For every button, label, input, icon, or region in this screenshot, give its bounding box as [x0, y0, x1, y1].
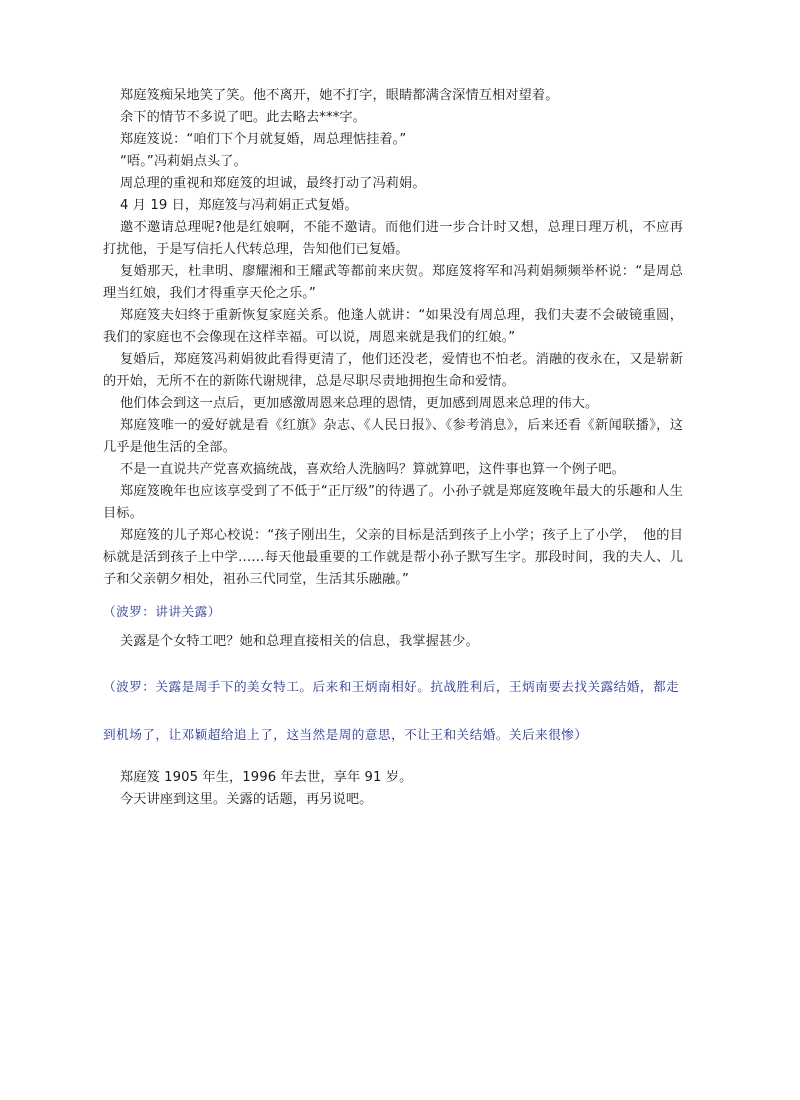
paragraph: 郑庭笈痴呆地笑了笑。他不离开，她不打字，眼睛都满含深情互相对望着。 — [120, 88, 559, 103]
paragraph: 4 月 19 日，郑庭笈与冯莉娟正式复婚。 — [120, 198, 358, 213]
paragraph: 郑庭笈 1905 年生，1996 年去世，享年 91 岁。 — [120, 770, 413, 785]
paragraph: 郑庭笈晚年也应该享受到了不低于“正厅级”的待遇了。小孙子就是郑庭笈晚年最大的乐趣和人生目标。 — [103, 484, 683, 521]
paragraph: 郑庭笈唯一的爱好就是看《红旗》杂志、《人民日报》、《参考消息》，后来还看《新闻联播》，这几乎是他生活的全部。 — [103, 418, 683, 455]
editor-note: （波罗：关露是周手下的美女特工。后来和王炳南相好。抗战胜利后，王炳南要去找关露结婚，都走到机场了，让邓颖超给追上了，这当然是周的意思，不让王和关结婚。关后来很惨） — [103, 679, 680, 742]
paragraph: 今天讲座到这里。关露的话题，再另说吧。 — [120, 792, 373, 807]
paragraph: 郑庭笈说：“咱们下个月就复婚，周总理惦挂着。” — [120, 132, 407, 147]
paragraph: 邀不邀请总理呢?他是红娘啊，不能不邀请。而他们进一步合计时又想，总理日理万机，不应再打扰他，于是写信托人代转总理，告知他们已复婚。 — [103, 220, 683, 257]
paragraph: 他们体会到这一点后，更加感激周恩来总理的恩情，更加感到周恩来总理的伟大。 — [120, 396, 599, 411]
paragraph: 周总理的重视和郑庭笈的坦诚，最终打动了冯莉娟。 — [120, 176, 426, 191]
article-body — [103, 85, 683, 811]
paragraph: 复婚那天，杜聿明、廖耀湘和王耀武等都前来庆贺。郑庭笈将军和冯莉娟频频举杯说：“是周总理当红娘，我们才得重享天伦之乐。” — [103, 264, 683, 301]
editor-note: （波罗：讲讲关露） — [103, 604, 221, 619]
paragraph: 余下的情节不多说了吧。此去略去***字。 — [120, 110, 366, 125]
paragraph: 复婚后，郑庭笈冯莉娟彼此看得更清了，他们还没老，爱情也不怕老。消融的夜永在，又是崭新的开始，无所不在的新陈代谢规律，总是尽职尽责地拥抱生命和爱情。 — [103, 352, 683, 389]
paragraph: 不是一直说共产党喜欢搞统战，喜欢给人洗脑吗？算就算吧，这件事也算一个例子吧。 — [120, 462, 625, 477]
paragraph: 郑庭笈夫妇终于重新恢复家庭关系。他逢人就讲：“如果没有周总理，我们夫妻不会破镜重圆，我们的家庭也不会像现在这样幸福。可以说，周恩来就是我们的红娘。” — [103, 308, 683, 345]
paragraph: “唔。”冯莉娟点头了。 — [120, 154, 247, 169]
paragraph: 关露是个女特工吧？她和总理直接相关的信息，我掌握甚少。 — [120, 634, 479, 649]
paragraph: 郑庭笈的儿子郑心校说：“孩子刚出生，父亲的目标是活到孩子上小学；孩子上了小学， 他的目标就是活到孩子上中学……每天他最重要的工作就是帮小孙子默写生字。那段时间，我的夫人、儿子和父亲朝夕相处，祖孙三代同堂，生活其乐融融。” — [103, 528, 683, 587]
